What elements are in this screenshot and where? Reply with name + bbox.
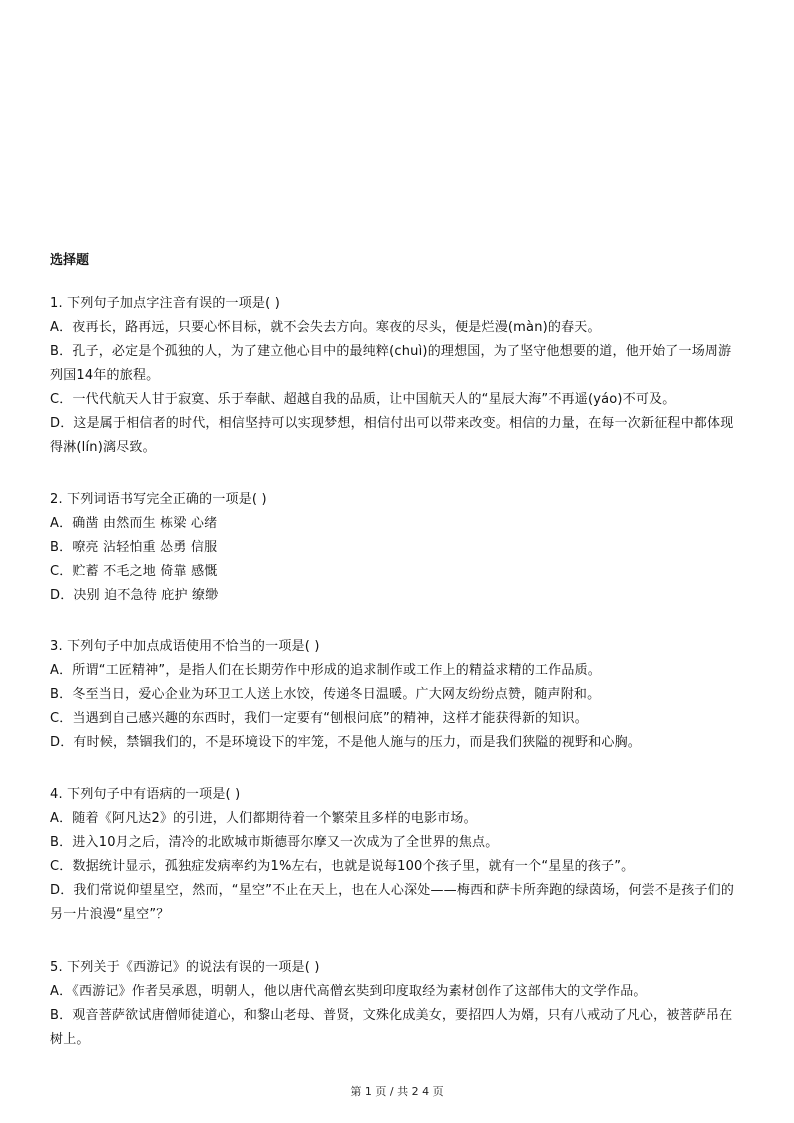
option-d: D．这是属于相信者的时代，相信坚持可以实现梦想，相信付出可以带来改变。相信的力量，在每一次新征程中都体现 (50, 416, 734, 431)
question-stem: 5. 下列关于《西游记》的说法有误的一项是( ) (50, 960, 320, 975)
option-a: A．夜再长，路再远，只要心怀目标，就不会失去方向。寒夜的尽头，便是烂漫(màn)的春天。 (50, 320, 601, 335)
option-d-continued: 另一片浪漫“星空”？ (50, 907, 170, 922)
option-a: A．随着《阿凡达2》的引进，人们都期待着一个繁荣且多样的电影市场。 (50, 811, 477, 826)
question-stem: 2. 下列词语书写完全正确的一项是( ) (50, 492, 267, 507)
option-b: B．冬至当日，爱心企业为环卫工人送上水饺，传递冬日温暖。广大网友纷纷点赞，随声附和。 (50, 687, 601, 702)
section-title: 选择题 (50, 253, 90, 268)
question-5 (50, 956, 750, 1052)
option-c: C．贮蓄 不毛之地 倚靠 感慨 (50, 564, 218, 579)
option-b-continued: 列国14年的旅程。 (50, 368, 160, 383)
option-a: A．确凿 由然而生 栋梁 心绪 (50, 516, 218, 531)
option-b: B．嘹亮 沾轻怕重 怂勇 信服 (50, 540, 218, 555)
option-a: A．所谓“工匠精神”，是指人们在长期劳作中形成的追求制作或工作上的精益求精的工作品质。 (50, 663, 601, 678)
option-b: B．孔子，必定是个孤独的人，为了建立他心目中的最纯粹(chuì)的理想国，为了坚守他想要的道，他开始了一场周游 (50, 344, 732, 359)
question-stem: 1. 下列句子加点字注音有误的一项是( ) (50, 296, 281, 311)
question-3 (50, 635, 750, 755)
question-stem: 4. 下列句子中有语病的一项是( ) (50, 787, 241, 802)
option-c: C．一代代航天人甘于寂寞、乐于奉献、超越自我的品质，让中国航天人的“星辰大海”不再遥(yáo)不可及。 (50, 392, 676, 407)
option-a: A．《西游记》作者吴承恩，明朝人，他以唐代高僧玄奘到印度取经为素材创作了这部伟大的文学作品。 (50, 984, 647, 999)
option-b: B．观音菩萨欲试唐僧师徒道心，和黎山老母、普贤，文殊化成美女，要招四人为婿，只有八戒动了凡心，被菩萨吊在 (50, 1008, 733, 1023)
option-d: D．我们常说仰望星空，然而，“星空”不止在天上，也在人心深处——梅西和萨卡所奔跑的绿茵场，何尝不是孩子们的 (50, 883, 735, 898)
option-b-continued: 树上。 (50, 1032, 90, 1047)
option-c: C．数据统计显示，孤独症发病率约为1%左右，也就是说每100个孩子里，就有一个“星星的孩子”。 (50, 859, 635, 874)
page-footer: 第 1 页 / 共 2 4 页 (350, 1085, 444, 1098)
question-2 (50, 488, 750, 608)
question-stem: 3. 下列句子中加点成语使用不恰当的一项是( ) (50, 639, 320, 654)
option-c: C．当遇到自己感兴趣的东西时，我们一定要有“刨根问底”的精神，这样才能获得新的知识。 (50, 711, 588, 726)
option-b: B．进入10月之后，清冷的北欧城市斯德哥尔摩又一次成为了全世界的焦点。 (50, 835, 499, 850)
question-1 (50, 292, 750, 460)
question-4 (50, 783, 750, 927)
option-d: D．有时候，禁锢我们的，不是环境设下的牢笼，不是他人施与的压力，而是我们狭隘的视野和心胸。 (50, 735, 642, 750)
option-d-continued: 得淋(lín)漓尽致。 (50, 440, 156, 455)
option-d: D．决别 迫不急待 庇护 缭缈 (50, 588, 219, 603)
